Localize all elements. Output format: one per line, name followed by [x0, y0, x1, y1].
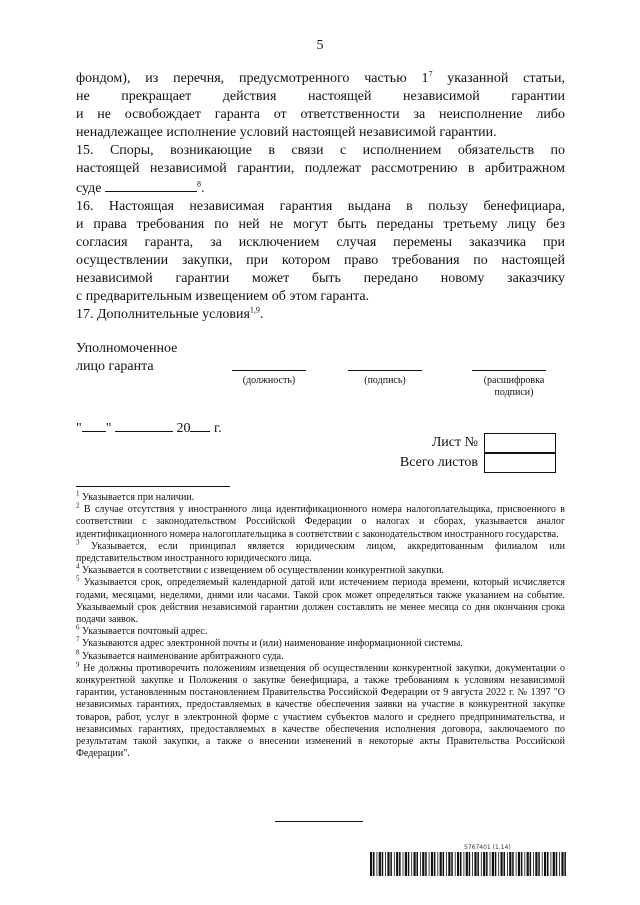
footnote-ref-7: 7 [428, 69, 433, 79]
barcode-bar [379, 852, 381, 876]
footnote-6: $^6$ Указывается почтовый адрес. [76, 623, 208, 638]
total-sheets-row: Всего листов [400, 453, 556, 473]
footnote-ref-8: 8 [196, 179, 201, 189]
day-blank [82, 419, 106, 432]
barcode-bar [455, 852, 456, 876]
barcode-bar [559, 852, 560, 876]
barcode-bar [551, 852, 552, 876]
barcode-bar [394, 852, 395, 876]
barcode-bar [561, 852, 563, 876]
form-code: 5767401 (1.14) [464, 844, 511, 851]
barcode-bar [542, 852, 543, 876]
barcode-bar [474, 852, 476, 876]
month-blank [115, 419, 173, 432]
footnote-separator [76, 486, 230, 487]
position-line [232, 370, 306, 371]
barcode-bar [492, 852, 494, 876]
barcode-bar [437, 852, 438, 876]
footnotes [76, 489, 566, 760]
signatory-label: Уполномоченное лицо гаранта [76, 341, 178, 374]
barcode-bar [414, 852, 416, 876]
position-caption: (должность) [242, 375, 296, 386]
barcode-bar [498, 852, 499, 876]
barcode-bar [457, 852, 459, 876]
barcode-bar [448, 852, 450, 876]
barcode-bar [527, 852, 529, 876]
barcode-bar [512, 852, 514, 876]
barcode-bar [472, 852, 473, 876]
barcode-bar [403, 852, 404, 876]
footnote-5: $^5$ Указывается срок, определяемый календарной датой или истечением периода времени, который исчисляется годами, месяцами, неделями, днями или часами. Такой срок может определяться также указанием на событие. Указываемый срок действия независимой гарантии должен составлять не менее месяца со дня окончания срока подачи заявок. [76, 575, 565, 626]
end-line [275, 821, 363, 822]
footnote-7: $^7$ Указываются адрес электронной почты и (или) наименование информационной системы. [76, 636, 463, 650]
barcode-bar [544, 852, 546, 876]
barcode-bar [556, 852, 558, 876]
footnote-1: $^1$ Указывается при наличии. [76, 489, 195, 503]
arbitration-court-blank [105, 178, 197, 192]
barcode-bar [516, 852, 517, 876]
barcode-bar [425, 852, 427, 876]
barcode-bar [451, 852, 453, 876]
barcode-bar [422, 852, 424, 876]
barcode-bar [411, 852, 412, 876]
document-body [76, 70, 565, 324]
footnote-2: $^2$ В случае отсутствия у иностранного лица идентификационного номера налогоплательщика, присвоенного в соответствии с законодательством Российской Федерации о налогах и сборах, указывается аналог идентификационного номера налогоплательщика в соответствии с законодательством иностранного государства. [76, 501, 566, 540]
footnote-9: $^9$ Не должны противоречить положениям извещения об осуществлении конкурентной закупки, документации о конкурентной закупке и Положения о закупке бенефициара, а также требованиям к условиям независимой гарантии, установленным постановлением Правительства Российской Федерации от 9 августа 2022 г. № 1397 "О независимых гарантиях, предоставляемых в качестве обеспечения заявки на участие в конкурентной закупке товаров, работ, услуг в электронной форме с участием субъектов малого и среднего предпринимательства, и независимых гарантиях, предоставляемых в качестве обеспечения исполнения договора, заключаемого по результатам такой закупки, а также о внесении изменений в некоторые акты Правительства Российской Федерации". [76, 660, 565, 760]
barcode-bar [373, 852, 375, 876]
name-caption: (расшифровка подписи) [483, 375, 545, 398]
barcode-bar [553, 852, 555, 876]
barcode-bar [429, 852, 430, 876]
date-line: " " 20 г. [76, 421, 222, 436]
signature-line [348, 370, 422, 371]
signature-caption: (подпись) [364, 375, 406, 386]
barcode-bar [434, 852, 436, 876]
page-number: 5 [316, 38, 324, 53]
barcode-bar [509, 852, 511, 876]
year-blank [190, 419, 210, 432]
barcode-bar [464, 852, 465, 876]
barcode-bar [466, 852, 468, 876]
barcode-bar [533, 852, 534, 876]
barcode-bar [521, 852, 523, 876]
barcode-bar [446, 852, 447, 876]
barcode-bar [483, 852, 485, 876]
paragraph-17: 17. Дополнительные условия$^{1,9}$. [76, 305, 264, 322]
footnote-3: $^3$ Указывается, если принципал является юридическим лицом, аккредитованным филиалом или представительством иностранного юридического лица. [76, 538, 565, 565]
barcode-bar [420, 852, 421, 876]
paragraph-15: 15. Споры, возникающие в связи с исполнением обязательств по настоящей независимой гарантии, подлежат рассмотрению в арбитражном суде $^8$. [76, 143, 565, 196]
barcode-bar [477, 852, 479, 876]
barcode-bar [377, 852, 378, 876]
footnote-ref-1-9: 1,9 [249, 305, 260, 315]
barcode-bar [385, 852, 386, 876]
barcode-bar [460, 852, 462, 876]
barcode-bar [387, 852, 389, 876]
sheet-number-box [484, 433, 556, 453]
barcode-bar [431, 852, 433, 876]
barcode-bar [390, 852, 392, 876]
total-sheets-box [484, 453, 556, 473]
barcode-bar [481, 852, 482, 876]
barcode-bar [443, 852, 445, 876]
barcode-bar [547, 852, 549, 876]
barcode-bar [399, 852, 401, 876]
footnote-4: $^4$ Указывается в соответствии с извещением об осуществлении конкурентной закупки. [76, 562, 445, 577]
barcode-bar [504, 852, 506, 876]
barcode-bar [405, 852, 407, 876]
barcode-bar [486, 852, 488, 876]
barcode-bar [495, 852, 497, 876]
barcode-bar [396, 852, 398, 876]
barcode-bar [370, 852, 372, 876]
barcode-bar [535, 852, 537, 876]
barcode-bar [524, 852, 525, 876]
barcode-bar [564, 852, 566, 876]
paragraph-continuation: фондом), из перечня, предусмотренного частью $1^7$ указанной статьи, не прекращает действия настоящей независимой гарантии и не освобождает гаранта от ответственности за неисполнение либо ненадлежащее исполнение условий настоящей независимой гарантии. [76, 69, 566, 140]
paragraph-16: 16. Настоящая независимая гарантия выдана в пользу бенефициара, и права требования по ней не могут быть переданы третьему лицу без согласия гаранта, за исключением случая перемены заказчика при осуществлении закупки, при котором право требования по настоящей независимой гарантии может быть передано новому заказчику с предварительным извещением об этом гаранта. [76, 199, 565, 304]
barcode-bar [382, 852, 384, 876]
sheet-number-row: Лист № [432, 433, 556, 453]
barcode-bar [490, 852, 491, 876]
barcode-bar [408, 852, 410, 876]
name-line [472, 370, 546, 371]
footnote-8: $^8$ Указывается наименование арбитражного суда. [76, 648, 284, 662]
barcode-bar [440, 852, 442, 876]
barcode-bar [469, 852, 471, 876]
barcode-bar [530, 852, 532, 876]
barcode-bar [507, 852, 508, 876]
barcode-bar [501, 852, 503, 876]
barcode-icon [370, 852, 566, 876]
barcode-bar [538, 852, 540, 876]
barcode-bar [518, 852, 520, 876]
barcode-bar [417, 852, 419, 876]
